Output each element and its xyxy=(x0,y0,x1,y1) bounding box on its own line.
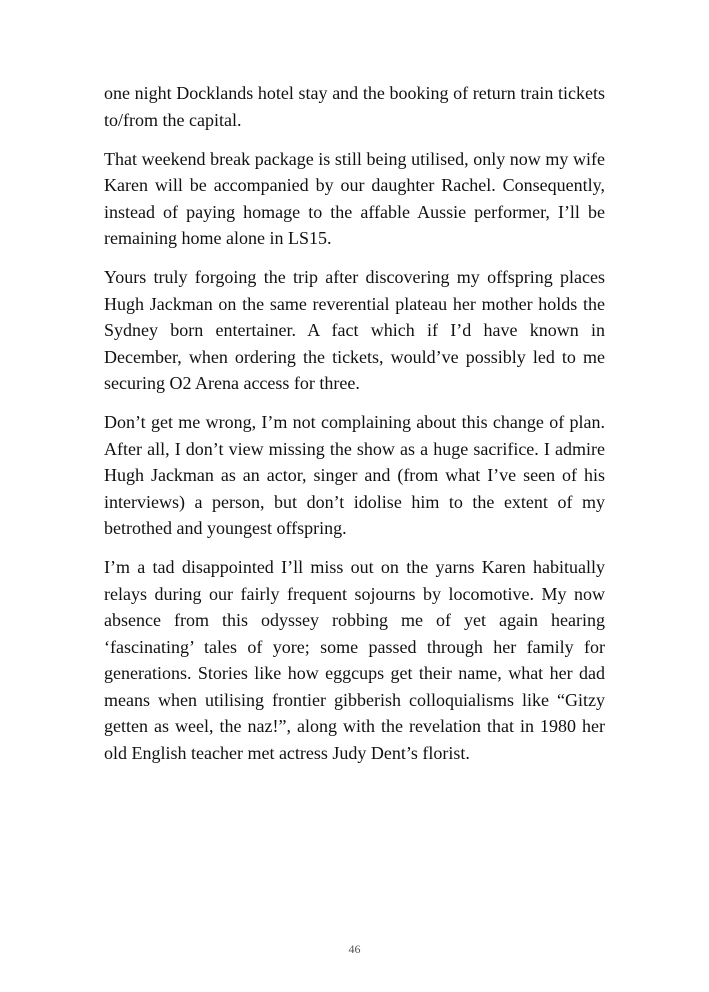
body-text xyxy=(104,80,605,779)
paragraph: Yours truly forgoing the trip after discovering my offspring places Hugh Jackman on the same reverential plateau her mother holds the Sydney born entertainer. A fact which if I’d have known in December, when ordering the tickets, would’ve possibly led to me securing O2 Arena access for three. xyxy=(104,267,605,393)
paragraph: I’m a tad disappointed I’ll miss out on the yarns Karen habitually relays during our fairly frequent sojourns by locomotive. My now absence from this odyssey robbing me of yet again hearing ‘fascinating’ tales of yore; some passed through her family for generations. Stories like how eggcups get their name, what her dad means when utilising frontier gibberish colloquialisms like “Gitzy getten as weel, the naz!”, along with the revelation that in 1980 her old English teacher met actress Judy Dent’s florist. xyxy=(104,557,605,763)
paragraph: one night Docklands hotel stay and the booking of return train tickets to/from the capital. xyxy=(104,83,605,130)
paragraph: Don’t get me wrong, I’m not complaining about this change of plan. After all, I don’t view missing the show as a huge sacrifice. I admire Hugh Jackman as an actor, singer and (from what I’ve seen of his interviews) a person, but don’t idolise him to the extent of my betrothed and youngest offspring. xyxy=(104,412,605,538)
page-number: 46 xyxy=(348,942,361,956)
paragraph: That weekend break package is still being utilised, only now my wife Karen will be accompanied by our daughter Rachel. Consequently, instead of paying homage to the affable Aussie performer, I’ll be remaining home alone in LS15. xyxy=(104,148,605,248)
